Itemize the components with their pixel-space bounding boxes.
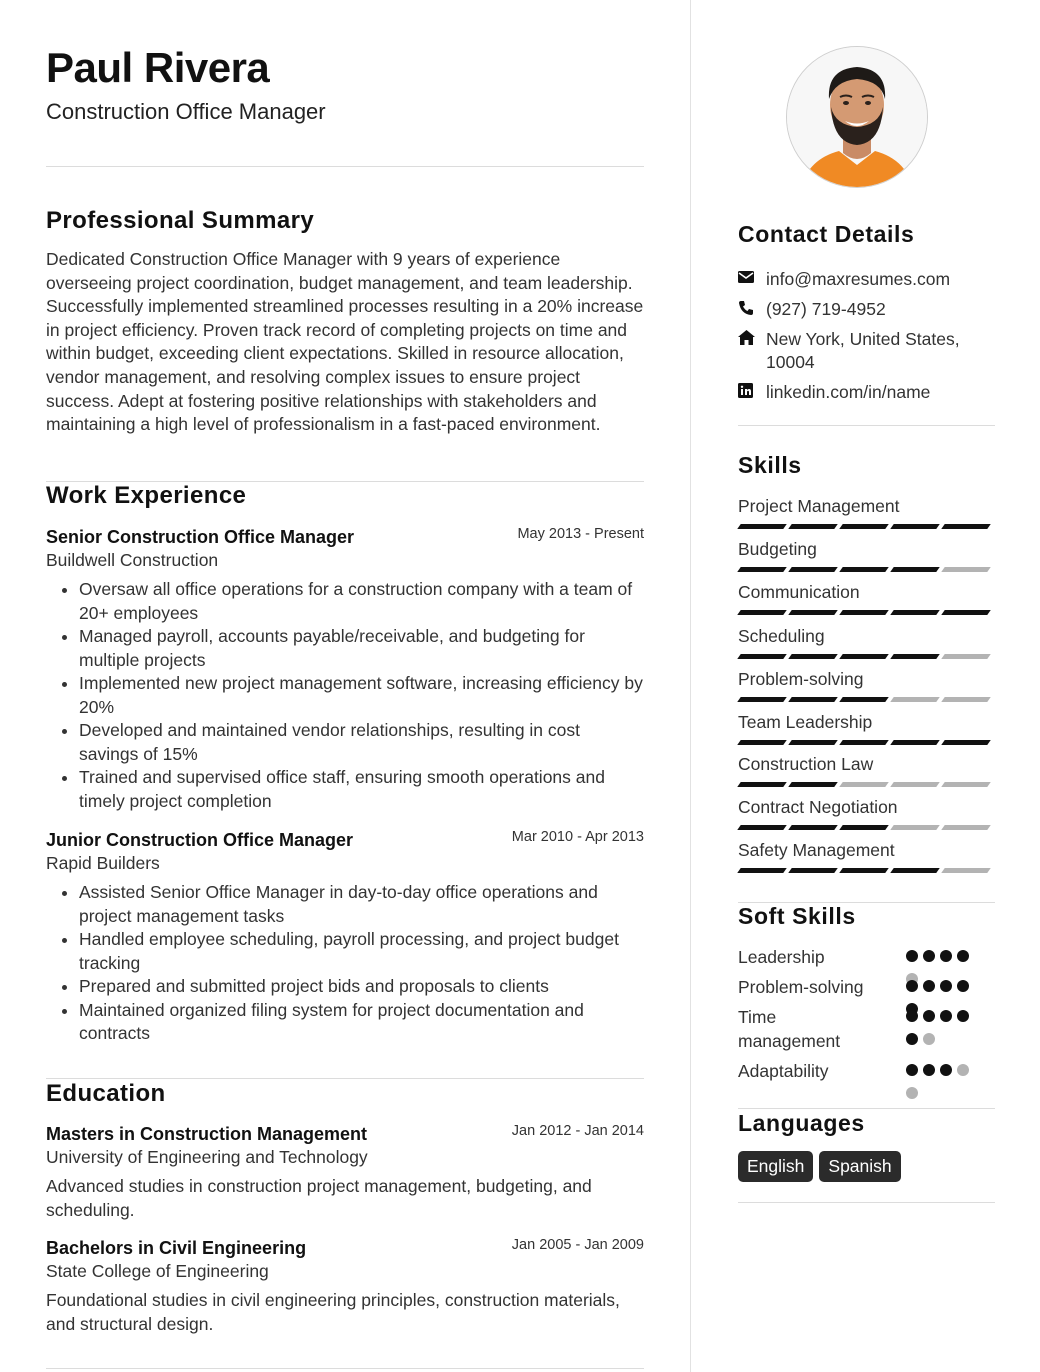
skill-segment-filled: [788, 610, 838, 615]
rating-dot-filled: [906, 1033, 918, 1045]
avatar-illustration: [787, 47, 927, 187]
skill-segment-filled: [737, 610, 787, 615]
rating-dot-filled: [906, 1010, 918, 1022]
education-dates: Jan 2012 - Jan 2014: [511, 1123, 644, 1139]
job-dates: Mar 2010 - Apr 2013: [511, 829, 644, 845]
skill-segment-empty: [890, 782, 940, 787]
rating-dot-filled: [923, 1064, 935, 1076]
skill-segment-filled: [839, 825, 889, 830]
skills-heading: Skills: [738, 452, 802, 478]
soft-skill-rating: [906, 1010, 986, 1056]
skill-item: [738, 581, 994, 615]
school-name: University of Engineering and Technology: [46, 1147, 368, 1167]
contact-address: [738, 328, 994, 374]
skill-item: [738, 711, 994, 745]
skill-level-bar: [739, 697, 994, 702]
skill-segment-filled: [788, 782, 838, 787]
job-entry: [46, 526, 644, 813]
rating-dot-filled: [957, 980, 969, 992]
language-badge: English: [738, 1151, 813, 1182]
skill-segment-filled: [839, 654, 889, 659]
skill-segment-filled: [788, 524, 838, 529]
skill-segment-empty: [941, 825, 991, 830]
contact-heading: Contact Details: [738, 221, 915, 247]
skill-name: Project Management: [738, 496, 900, 516]
rating-dot-filled: [906, 950, 918, 962]
skill-segment-filled: [941, 524, 991, 529]
list-item: • Implemented new project management software, increasing efficiency by 20%: [79, 672, 644, 719]
soft-skill-item: [738, 1059, 994, 1083]
rating-dot-empty: [923, 1033, 935, 1045]
skill-level-bar: [739, 524, 994, 529]
skill-segment-filled: [941, 610, 991, 615]
list-item: • Developed and maintained vendor relationships, resulting in cost savings of 15%: [79, 719, 644, 766]
rating-dot-filled: [923, 980, 935, 992]
skill-segment-filled: [788, 740, 838, 745]
contact-email: [738, 268, 994, 291]
skill-level-bar: [739, 567, 994, 572]
skill-item: [738, 495, 994, 529]
contact-linkedin: [738, 381, 994, 404]
skill-item: [738, 796, 994, 830]
skill-level-bar: [739, 654, 994, 659]
job-entry: [46, 829, 644, 1046]
skill-segment-filled: [839, 740, 889, 745]
list-item: • Trained and supervised office staff, ensuring smooth operations and timely project completion: [79, 766, 644, 813]
skill-segment-filled: [890, 740, 940, 745]
education-dates: Jan 2005 - Jan 2009: [511, 1237, 644, 1253]
skill-segment-empty: [941, 697, 991, 702]
languages-list: [738, 1151, 907, 1182]
skill-segment-filled: [737, 740, 787, 745]
skill-segment-empty: [941, 868, 991, 873]
job-title: Junior Construction Office Manager: [46, 830, 354, 850]
soft-skill-name: Leadership: [738, 947, 825, 967]
candidate-name: Paul Rivera: [46, 44, 270, 91]
skill-segment-filled: [737, 868, 787, 873]
degree-title: Masters in Construction Management: [46, 1124, 368, 1144]
rating-dot-filled: [906, 980, 918, 992]
skill-segment-empty: [890, 825, 940, 830]
skill-segment-filled: [788, 567, 838, 572]
skill-segment-filled: [737, 697, 787, 702]
skill-segment-filled: [737, 654, 787, 659]
skill-name: Team Leadership: [738, 712, 873, 732]
skill-segment-filled: [788, 654, 838, 659]
job-bullets: [46, 578, 644, 813]
skill-segment-filled: [941, 740, 991, 745]
divider: [738, 1202, 995, 1203]
list-item: • Managed payroll, accounts payable/receivable, and budgeting for multiple projects: [79, 625, 644, 672]
skill-segment-filled: [737, 567, 787, 572]
list-item: • Maintained organized filing system for project documentation and contracts: [79, 999, 644, 1046]
candidate-title: Construction Office Manager: [46, 99, 326, 124]
job-bullets: [46, 881, 644, 1046]
education-description: Foundational studies in civil engineering principles, construction materials, and structural design.: [46, 1290, 620, 1334]
job-company: Buildwell Construction: [46, 550, 219, 570]
skill-segment-filled: [890, 654, 940, 659]
phone-icon: [738, 298, 766, 321]
skill-name: Construction Law: [738, 754, 874, 774]
skill-segment-filled: [788, 825, 838, 830]
skill-name: Budgeting: [738, 539, 817, 559]
job-dates: May 2013 - Present: [517, 526, 644, 542]
skill-name: Safety Management: [738, 840, 895, 860]
soft-skills-heading: Soft Skills: [738, 903, 856, 929]
linkedin-icon: [738, 381, 766, 404]
education-heading: Education: [46, 1080, 166, 1107]
experience-heading: Work Experience: [46, 482, 247, 509]
skill-item: [738, 538, 994, 572]
divider: [46, 166, 644, 167]
summary-text: Dedicated Construction Office Manager with 9 years of experience overseeing project coordination, budget management, and team leadership. Successfully implemented streamlined processes resulting in a 20% increase in project efficiency. Proven track record of completing projects on time and within budget, exceeding client expectations. Skilled in resource allocation, vendor management, and resolving complex issues to ensure project success. Adept at fostering positive relationships with stakeholders and maintaining a high level of professionalism in a fast-paced environment.: [46, 249, 644, 435]
rating-dot-filled: [906, 1064, 918, 1076]
profile-photo: [786, 46, 928, 188]
soft-skill-name: Time management: [738, 1007, 841, 1051]
address-text: New York, United States, 10004: [766, 329, 960, 372]
rating-dot-filled: [940, 1064, 952, 1076]
education-entry: [46, 1237, 644, 1336]
skill-name: Problem-solving: [738, 669, 864, 689]
skill-segment-empty: [941, 567, 991, 572]
skill-segment-filled: [890, 868, 940, 873]
rating-dot-filled: [923, 950, 935, 962]
skill-segment-filled: [839, 697, 889, 702]
divider: [738, 425, 995, 426]
degree-title: Bachelors in Civil Engineering: [46, 1238, 307, 1258]
contact-phone: [738, 298, 994, 321]
skill-item: [738, 839, 994, 873]
email-text[interactable]: info@maxresumes.com: [766, 269, 951, 289]
skill-segment-filled: [890, 567, 940, 572]
rating-dot-filled: [940, 980, 952, 992]
list-item: • Assisted Senior Office Manager in day-to-day office operations and project management tasks: [79, 881, 644, 928]
job-title: Senior Construction Office Manager: [46, 527, 355, 547]
skill-level-bar: [739, 825, 994, 830]
soft-skill-item: [738, 1005, 994, 1053]
rating-dot-empty: [957, 1064, 969, 1076]
rating-dot-empty: [906, 1087, 918, 1099]
school-name: State College of Engineering: [46, 1261, 269, 1281]
list-item: • Handled employee scheduling, payroll processing, and project budget tracking: [79, 928, 644, 975]
divider: [46, 1078, 644, 1079]
skill-level-bar: [739, 610, 994, 615]
phone-text: (927) 719-4952: [766, 299, 886, 319]
skill-segment-filled: [737, 825, 787, 830]
skill-item: [738, 625, 994, 659]
skill-segment-empty: [890, 697, 940, 702]
skill-segment-filled: [788, 697, 838, 702]
education-description: Advanced studies in construction project management, budgeting, and scheduling.: [46, 1176, 592, 1220]
list-item: • Oversaw all office operations for a construction company with a team of 20+ employees: [79, 578, 644, 625]
soft-skill-name: Problem-solving: [738, 977, 864, 997]
skill-segment-filled: [839, 567, 889, 572]
column-divider: [690, 0, 691, 1372]
skill-segment-filled: [788, 868, 838, 873]
skill-segment-empty: [941, 654, 991, 659]
language-badge: Spanish: [819, 1151, 900, 1182]
rating-dot-filled: [957, 1010, 969, 1022]
summary-heading: Professional Summary: [46, 207, 315, 234]
skill-segment-filled: [737, 782, 787, 787]
soft-skill-item: [738, 945, 994, 969]
list-item: • Prepared and submitted project bids and proposals to clients: [79, 975, 644, 999]
skill-item: [738, 668, 994, 702]
job-company: Rapid Builders: [46, 853, 160, 873]
rating-dot-filled: [957, 950, 969, 962]
skill-name: Communication: [738, 582, 860, 602]
skill-segment-empty: [839, 782, 889, 787]
home-icon: [738, 328, 766, 374]
rating-dot-filled: [940, 950, 952, 962]
linkedin-text[interactable]: linkedin.com/in/name: [766, 382, 931, 402]
skill-segment-empty: [941, 782, 991, 787]
education-entry: [46, 1123, 644, 1222]
skill-segment-filled: [839, 524, 889, 529]
soft-skill-item: [738, 975, 994, 999]
skill-name: Scheduling: [738, 626, 825, 646]
skill-item: [738, 753, 994, 787]
soft-skill-rating: [906, 1064, 986, 1110]
skill-segment-filled: [890, 610, 940, 615]
skill-segment-filled: [890, 524, 940, 529]
skill-segment-filled: [839, 610, 889, 615]
skill-name: Contract Negotiation: [738, 797, 898, 817]
skill-level-bar: [739, 740, 994, 745]
divider: [738, 1108, 995, 1109]
skill-level-bar: [739, 782, 994, 787]
skill-segment-filled: [737, 524, 787, 529]
skill-segment-filled: [839, 868, 889, 873]
divider: [46, 1368, 644, 1369]
envelope-icon: [738, 268, 766, 291]
rating-dot-filled: [940, 1010, 952, 1022]
soft-skill-name: Adaptability: [738, 1061, 829, 1081]
languages-heading: Languages: [738, 1110, 865, 1136]
rating-dot-filled: [923, 1010, 935, 1022]
skill-level-bar: [739, 868, 994, 873]
